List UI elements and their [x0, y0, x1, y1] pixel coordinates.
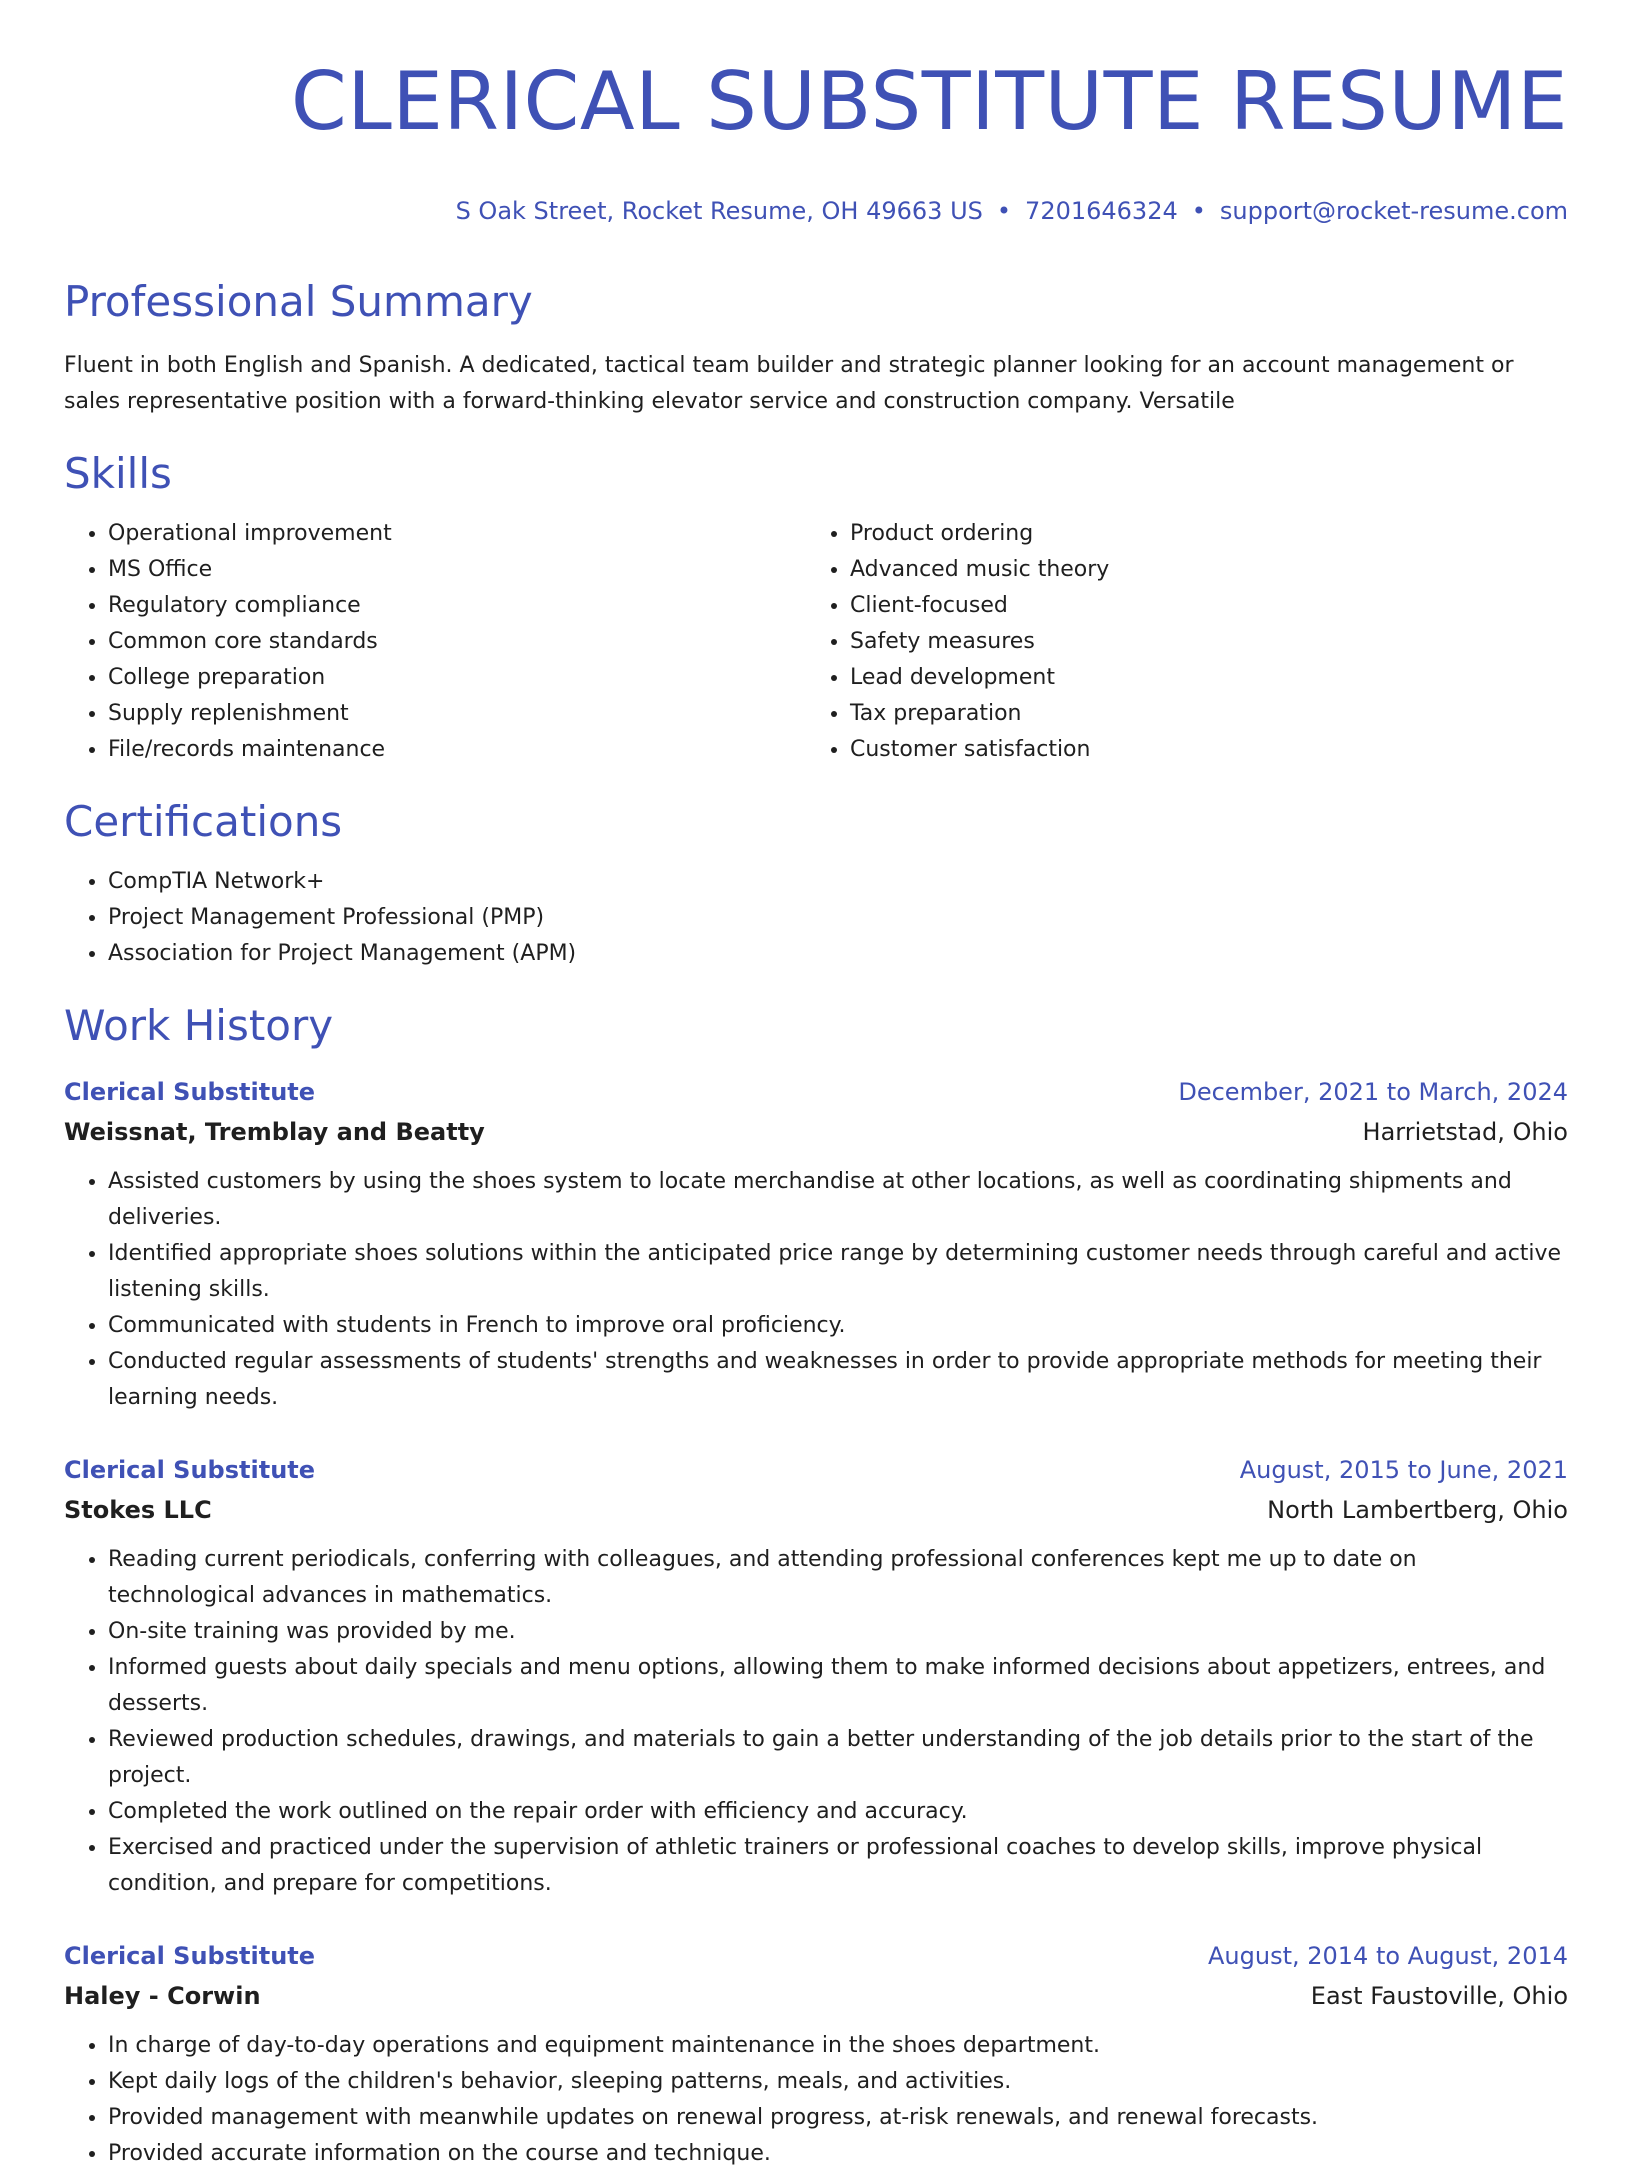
job-company-row — [64, 1976, 1568, 2016]
job-bullet: • In charge of day-to-day operations and equipment maintenance in the shoes department. — [108, 2028, 1568, 2064]
skill-item: • Customer satisfaction — [850, 732, 1548, 768]
job-dates: August, 2014 to August, 2014 — [1208, 1942, 1568, 1970]
job-bullet: • Identified appropriate shoes solutions within the anticipated price range by determining customer needs through careful and active listening skills. — [108, 1236, 1568, 1308]
job-bullet: • Kept daily logs of the children's behavior, sleeping patterns, meals, and activities. — [108, 2064, 1568, 2100]
skill-item: • Regulatory compliance — [108, 588, 806, 624]
section-title-skills: Skills — [64, 449, 172, 498]
resume-name: CLERICAL SUBSTITUTE RESUME — [290, 55, 1568, 148]
job-header-row — [64, 1936, 1568, 1976]
certification-item: • Project Management Professional (PMP) — [108, 900, 1568, 936]
job-bullet: • On-site training was provided by me. — [108, 1614, 1568, 1650]
job-bullet: • Exercised and practiced under the supervision of athletic trainers or professional coaches to develop skills, improve physical condition, and prepare for competitions. — [108, 1830, 1568, 1902]
summary-text: Fluent in both English and Spanish. A dedicated, tactical team builder and strategic planner looking for an account management or sales representative position with a forward-thinking elevator service and construction company. Versatile — [64, 353, 1514, 414]
job-bullet: • Informed guests about daily specials and menu options, allowing them to make informed decisions about appetizers, entrees, and desserts. — [108, 1650, 1568, 1722]
job-company: Haley - Corwin — [64, 1982, 261, 2010]
job-bullet: • Reviewed production schedules, drawings, and materials to gain a better understanding of the job details prior to the start of the project. — [108, 1722, 1568, 1794]
contact-email: support@rocket-resume.com — [1219, 197, 1568, 225]
contact-separator: • — [996, 197, 1012, 225]
section-title-work-history: Work History — [64, 1001, 334, 1050]
contact-line — [64, 194, 1568, 228]
skill-item: • Operational improvement — [108, 516, 806, 552]
job-entry — [64, 1936, 1568, 2172]
skill-item: • Product ordering — [850, 516, 1548, 552]
skill-item: • Common core standards — [108, 624, 806, 660]
skill-item: • College preparation — [108, 660, 806, 696]
skill-item: • Tax preparation — [850, 696, 1548, 732]
job-location: Harrietstad, Ohio — [1362, 1118, 1568, 1146]
skills-column-left — [64, 516, 806, 768]
section-title-certifications: Certifications — [64, 797, 343, 846]
job-company-row — [64, 1112, 1568, 1152]
skill-item: • MS Office — [108, 552, 806, 588]
skills-list-right — [806, 516, 1548, 768]
job-title: Clerical Substitute — [64, 1078, 316, 1106]
certification-item: • CompTIA Network+ — [108, 864, 1568, 900]
skill-item: • Client-focused — [850, 588, 1548, 624]
job-header-row — [64, 1450, 1568, 1490]
job-bullet: • Provided accurate information on the course and technique. — [108, 2136, 1568, 2172]
job-company: Weissnat, Tremblay and Beatty — [64, 1118, 485, 1146]
job-header-row — [64, 1072, 1568, 1112]
contact-address: S Oak Street, Rocket Resume, OH 49663 US — [455, 197, 983, 225]
skill-item: • File/records maintenance — [108, 732, 806, 768]
job-bullet: • Assisted customers by using the shoes system to locate merchandise at other locations, as well as coordinating shipments and deliveries. — [108, 1164, 1568, 1236]
job-bullet: • Communicated with students in French to improve oral proficiency. — [108, 1308, 1568, 1344]
skill-item: • Safety measures — [850, 624, 1548, 660]
skill-item: • Lead development — [850, 660, 1548, 696]
section-title-summary: Professional Summary — [64, 277, 533, 326]
job-dates: August, 2015 to June, 2021 — [1239, 1456, 1568, 1484]
job-location: East Faustoville, Ohio — [1310, 1982, 1568, 2010]
job-company-row — [64, 1490, 1568, 1530]
job-bullet-list — [64, 2028, 1568, 2172]
job-entry — [64, 1450, 1568, 1902]
contact-separator: • — [1191, 197, 1206, 225]
skills-column-right — [806, 516, 1548, 768]
job-bullet-list — [64, 1164, 1568, 1416]
job-location: North Lambertberg, Ohio — [1267, 1496, 1568, 1524]
job-title: Clerical Substitute — [64, 1456, 316, 1484]
job-bullet: • Provided management with meanwhile updates on renewal progress, at-risk renewals, and renewal forecasts. — [108, 2100, 1568, 2136]
job-bullet: • Completed the work outlined on the repair order with efficiency and accuracy. — [108, 1794, 1568, 1830]
resume-header — [64, 52, 1568, 228]
job-bullet: • Reading current periodicals, conferring with colleagues, and attending professional conferences kept me up to date on technological advances in mathematics. — [108, 1542, 1568, 1614]
certification-item: • Association for Project Management (APM) — [108, 936, 1568, 972]
skill-item: • Advanced music theory — [850, 552, 1548, 588]
contact-phone: 7201646324 — [1025, 197, 1178, 225]
job-bullet-list — [64, 1542, 1568, 1902]
skills-list-left — [64, 516, 806, 768]
skill-item: • Supply replenishment — [108, 696, 806, 732]
job-company: Stokes LLC — [64, 1496, 212, 1524]
job-dates: December, 2021 to March, 2024 — [1178, 1078, 1568, 1106]
job-bullet: • Conducted regular assessments of students' strengths and weaknesses in order to provide appropriate methods for meeting their learning needs. — [108, 1344, 1568, 1416]
job-entry — [64, 1072, 1568, 1416]
skills-columns — [64, 516, 1568, 768]
job-title: Clerical Substitute — [64, 1942, 316, 1970]
certifications-list — [64, 864, 1568, 972]
